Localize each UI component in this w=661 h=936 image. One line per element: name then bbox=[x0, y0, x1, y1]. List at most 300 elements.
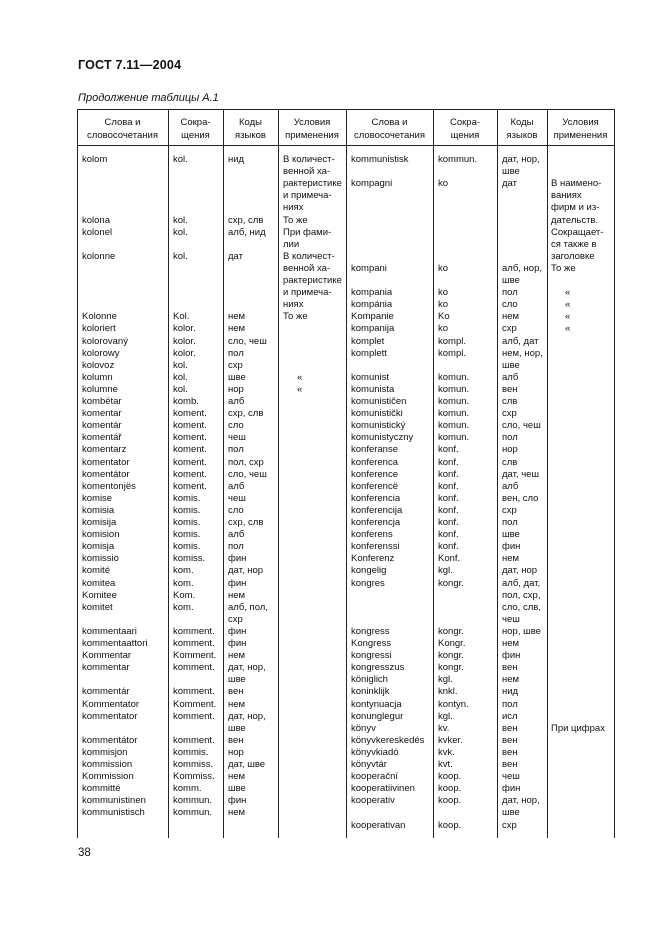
condition-cell: При фами- bbox=[283, 226, 332, 238]
condition-cell: « bbox=[297, 383, 303, 395]
word-cell: komise bbox=[82, 492, 113, 504]
abbr-cell: koop. bbox=[438, 795, 462, 807]
abbr-cell: kvk. bbox=[438, 746, 455, 758]
condition-cell: заголовке bbox=[551, 250, 595, 262]
abbr-cell: kgl. bbox=[438, 674, 453, 686]
abbr-cell: komis. bbox=[173, 541, 201, 553]
word-cell: kongres bbox=[351, 577, 385, 589]
condition-cell: ниях bbox=[283, 299, 304, 311]
lang-code-cell: шве bbox=[502, 166, 520, 178]
condition-cell: Сокращает- bbox=[551, 226, 604, 238]
header-bottom-rule bbox=[77, 145, 615, 146]
abbr-cell: kol. bbox=[173, 250, 188, 262]
abbr-cell: konf. bbox=[438, 504, 459, 516]
lang-code-cell: нем bbox=[228, 771, 246, 783]
abbr-cell: komment. bbox=[173, 638, 215, 649]
word-cell: kompánia bbox=[351, 299, 393, 311]
abbr-cell: kommiss. bbox=[173, 759, 214, 770]
lang-code-cell: алб bbox=[228, 480, 245, 492]
word-cell: kongresszus bbox=[351, 662, 405, 674]
word-cell: kommentaari bbox=[82, 625, 137, 637]
table-row bbox=[77, 771, 615, 783]
condition-cell: При цифрах bbox=[551, 722, 605, 734]
word-cell: kommentaattori bbox=[82, 638, 148, 649]
table-row bbox=[77, 432, 615, 444]
lang-code-cell: алб bbox=[502, 371, 519, 383]
word-cell: Konferenz bbox=[351, 553, 395, 565]
word-cell: komentonjës bbox=[82, 480, 136, 492]
abbr-cell: kolor. bbox=[173, 347, 196, 359]
table-row bbox=[77, 311, 615, 323]
table-row bbox=[77, 457, 615, 469]
word-cell: konference bbox=[351, 468, 399, 480]
lang-code-cell: нем bbox=[228, 807, 246, 819]
abbr-cell: kvker. bbox=[438, 734, 463, 746]
condition-cell: В количест- bbox=[283, 250, 335, 262]
table-row bbox=[77, 348, 615, 360]
lang-code-cell: вен bbox=[502, 383, 518, 395]
abbr-cell: kompl. bbox=[438, 335, 466, 347]
abbr-cell: komun. bbox=[438, 432, 470, 444]
lang-code-cell: фин bbox=[228, 795, 247, 807]
abbr-cell: konf. bbox=[438, 444, 459, 456]
lang-code-cell: схр bbox=[502, 504, 517, 516]
abbr-cell: koment. bbox=[173, 408, 207, 420]
word-cell: kontynuacja bbox=[351, 698, 402, 710]
lang-code-cell: вен, сло bbox=[502, 492, 539, 504]
lang-code-cell: нем bbox=[228, 698, 246, 710]
lang-code-cell: чеш bbox=[502, 771, 520, 783]
header-abbr: Сокра- щения bbox=[449, 117, 481, 141]
abbr-cell: kom. bbox=[173, 577, 194, 589]
table-row bbox=[77, 699, 615, 711]
condition-cell: То же bbox=[283, 311, 308, 323]
word-cell: komentator bbox=[82, 456, 130, 468]
lang-code-cell: алб bbox=[228, 396, 245, 407]
word-cell: kooperatiivinen bbox=[351, 783, 415, 795]
word-cell: kooperativ bbox=[351, 795, 395, 807]
table-row bbox=[77, 469, 615, 481]
abbr-cell: kommun. bbox=[173, 807, 213, 819]
table-row bbox=[77, 287, 615, 299]
abbr-cell: kontyn. bbox=[438, 698, 469, 710]
table-row bbox=[77, 820, 615, 832]
condition-cell: В наимено- bbox=[551, 178, 602, 190]
lang-code-cell: нид bbox=[502, 686, 519, 698]
word-cell: komentár bbox=[82, 420, 122, 432]
abbr-cell: konf. bbox=[438, 468, 459, 480]
lang-code-cell: алб, нид bbox=[228, 226, 266, 238]
table-row bbox=[77, 396, 615, 408]
word-cell: komentar bbox=[82, 408, 122, 420]
word-cell: kompania bbox=[351, 287, 393, 299]
table-row bbox=[77, 795, 615, 807]
word-cell: kolovoz bbox=[82, 359, 115, 371]
table-row bbox=[77, 517, 615, 529]
condition-cell: ся также в bbox=[551, 238, 597, 250]
abbr-cell: konf. bbox=[438, 492, 459, 504]
table-row bbox=[77, 215, 615, 227]
word-cell: kombëtar bbox=[82, 396, 122, 407]
lang-code-cell: схр bbox=[502, 819, 517, 831]
abbr-cell: Kommiss. bbox=[173, 771, 215, 783]
word-cell: kolonne bbox=[82, 250, 116, 262]
abbr-cell: kol. bbox=[173, 154, 188, 165]
abbr-cell: komun. bbox=[438, 396, 470, 407]
abbr-cell: kommun. bbox=[173, 795, 213, 807]
condition-cell: « bbox=[565, 323, 571, 335]
word-cell: konferenca bbox=[351, 456, 399, 468]
table-row bbox=[77, 638, 615, 650]
word-cell: kolona bbox=[82, 214, 110, 226]
abbr-cell: komun. bbox=[438, 383, 470, 395]
abbr-cell: komment. bbox=[173, 625, 215, 637]
word-cell: kompanija bbox=[351, 323, 395, 335]
lang-code-cell: слв bbox=[502, 396, 518, 407]
condition-cell: фирм и из- bbox=[551, 202, 600, 214]
abbr-cell: komiss. bbox=[173, 553, 206, 565]
word-cell: kooperační bbox=[351, 771, 399, 783]
lang-code-cell: сло, чеш bbox=[228, 335, 267, 347]
lang-code-cell: пол bbox=[228, 347, 244, 359]
word-cell: könyvtár bbox=[351, 759, 387, 770]
word-cell: komunističen bbox=[351, 396, 407, 407]
word-cell: komplett bbox=[351, 347, 387, 359]
abbr-cell: komun. bbox=[438, 420, 470, 432]
lang-code-cell: нем, нор, bbox=[502, 347, 543, 359]
lang-code-cell: дат, нор bbox=[228, 565, 264, 577]
word-cell: konferencija bbox=[351, 504, 403, 516]
header-lang-codes: Коды языков bbox=[235, 117, 266, 141]
lang-code-cell: шве bbox=[502, 807, 520, 819]
lang-code-cell: слв bbox=[502, 456, 518, 468]
abbr-cell: koment. bbox=[173, 480, 207, 492]
abbr-cell: kongr. bbox=[438, 650, 464, 662]
condition-cell: рактеристике bbox=[283, 178, 342, 190]
table-row bbox=[77, 336, 615, 348]
lang-code-cell: шве bbox=[228, 783, 246, 795]
abbr-cell: Komment. bbox=[173, 650, 217, 662]
abbr-cell: konf. bbox=[438, 456, 459, 468]
table-row bbox=[77, 807, 615, 819]
table-row bbox=[77, 602, 615, 614]
lang-code-cell: чеш bbox=[228, 492, 246, 504]
lang-code-cell: вен bbox=[502, 662, 518, 674]
condition-cell: « bbox=[565, 311, 571, 323]
lang-code-cell: схр bbox=[228, 613, 243, 625]
word-cell: kooperativan bbox=[351, 819, 406, 831]
table-row bbox=[77, 723, 615, 735]
lang-code-cell: шве bbox=[502, 359, 520, 371]
word-cell: konferanse bbox=[351, 444, 399, 456]
lang-code-cell: схр bbox=[502, 408, 517, 420]
lang-code-cell: дат, нор, bbox=[502, 795, 540, 807]
table-row bbox=[77, 626, 615, 638]
abbr-cell: kvt. bbox=[438, 759, 453, 770]
lang-code-cell: фин bbox=[228, 553, 247, 565]
word-cell: konferencja bbox=[351, 517, 401, 528]
word-cell: kommitté bbox=[82, 783, 121, 795]
condition-cell: « bbox=[565, 287, 571, 299]
lang-code-cell: шве bbox=[228, 722, 246, 734]
abbr-cell: koment. bbox=[173, 432, 207, 444]
lang-code-cell: алб, дат bbox=[502, 335, 539, 347]
lang-code-cell: сло bbox=[502, 299, 518, 311]
table-row bbox=[77, 202, 615, 214]
word-cell: komisja bbox=[82, 541, 115, 553]
word-cell: kolonel bbox=[82, 226, 113, 238]
lang-code-cell: нор bbox=[228, 746, 244, 758]
abbr-cell: koop. bbox=[438, 783, 462, 795]
lang-code-cell: чеш bbox=[228, 432, 246, 444]
lang-code-cell: шве bbox=[502, 275, 520, 286]
abbr-cell: komment. bbox=[173, 662, 215, 674]
abbr-cell: komis. bbox=[173, 529, 201, 541]
abbr-cell: ko bbox=[438, 323, 449, 335]
table-row bbox=[77, 227, 615, 239]
abbr-cell: kol. bbox=[173, 383, 188, 395]
abbr-cell: Ko bbox=[438, 311, 450, 323]
lang-code-cell: дат, нор, bbox=[502, 154, 540, 165]
word-cell: könyvkiadó bbox=[351, 746, 399, 758]
abbr-cell: koment. bbox=[173, 456, 207, 468]
header-lang-codes: Коды языков bbox=[506, 117, 538, 141]
table-row bbox=[77, 674, 615, 686]
word-cell: kolorovaný bbox=[82, 335, 128, 347]
lang-code-cell: нем bbox=[228, 589, 246, 601]
lang-code-cell: вен bbox=[228, 734, 244, 746]
word-cell: komisia bbox=[82, 504, 115, 516]
table-row bbox=[77, 529, 615, 541]
lang-code-cell: исл bbox=[502, 710, 518, 722]
word-cell: konferencë bbox=[351, 480, 399, 492]
lang-code-cell: сло, чеш bbox=[228, 468, 267, 480]
lang-code-cell: схр, слв bbox=[228, 214, 264, 226]
word-cell: kolumn bbox=[82, 371, 113, 383]
header-conditions: Условия применения bbox=[285, 117, 339, 141]
word-cell: komissio bbox=[82, 553, 119, 565]
abbr-cell: koop. bbox=[438, 819, 462, 831]
lang-code-cell: пол bbox=[502, 287, 518, 299]
abbr-cell: komun. bbox=[438, 371, 470, 383]
abbr-cell: kommun. bbox=[438, 154, 478, 165]
lang-code-cell: пол bbox=[502, 432, 518, 444]
table-row bbox=[77, 759, 615, 771]
lang-code-cell: шве bbox=[502, 529, 520, 541]
lang-code-cell: вен bbox=[502, 722, 518, 734]
lang-code-cell: нем bbox=[502, 674, 520, 686]
table-top-rule bbox=[77, 109, 615, 110]
abbr-cell: ko bbox=[438, 287, 449, 299]
table-row bbox=[77, 190, 615, 202]
lang-code-cell: пол bbox=[228, 444, 244, 456]
lang-code-cell: сло, слв, bbox=[502, 601, 541, 613]
word-cell: komunistički bbox=[351, 408, 403, 420]
table-row bbox=[77, 420, 615, 432]
abbr-cell: komment. bbox=[173, 710, 215, 722]
word-cell: könyvkereskedés bbox=[351, 734, 425, 746]
lang-code-cell: пол bbox=[502, 698, 518, 710]
table-row bbox=[77, 154, 615, 166]
table-row bbox=[77, 360, 615, 372]
table-row bbox=[77, 553, 615, 565]
lang-code-cell: дат, нор, bbox=[228, 710, 266, 722]
word-cell: komunist bbox=[351, 371, 390, 383]
abbr-cell: koment. bbox=[173, 468, 207, 480]
table-row bbox=[77, 166, 615, 178]
lang-code-cell: фин bbox=[228, 625, 247, 637]
word-cell: Komitee bbox=[82, 589, 117, 601]
abbr-cell: kom. bbox=[173, 601, 194, 613]
abbr-cell: ko bbox=[438, 178, 449, 190]
table-row bbox=[77, 408, 615, 420]
word-cell: komité bbox=[82, 565, 110, 577]
lang-code-cell: нор bbox=[502, 444, 518, 456]
abbr-cell: knkl. bbox=[438, 686, 458, 698]
abbr-cell: kompl. bbox=[438, 347, 466, 359]
table-row bbox=[77, 747, 615, 759]
lang-code-cell: сло, чеш bbox=[502, 420, 541, 432]
table-row bbox=[77, 711, 615, 723]
lang-code-cell: фин bbox=[502, 783, 521, 795]
word-cell: konferenssi bbox=[351, 541, 400, 553]
lang-code-cell: дат, нор bbox=[502, 565, 538, 577]
lang-code-cell: дат bbox=[502, 178, 517, 190]
abbr-cell: kgl. bbox=[438, 710, 453, 722]
abbr-cell: kom. bbox=[173, 565, 194, 577]
lang-code-cell: фин bbox=[502, 650, 521, 662]
word-cell: kommentátor bbox=[82, 734, 138, 746]
lang-code-cell: нем bbox=[502, 553, 520, 565]
abbr-cell: kongr. bbox=[438, 577, 464, 589]
table-row bbox=[77, 299, 615, 311]
word-cell: kompani bbox=[351, 262, 387, 274]
word-cell: kongelig bbox=[351, 565, 387, 577]
condition-cell: и примеча- bbox=[283, 190, 332, 202]
table-row bbox=[77, 323, 615, 335]
word-cell: komitet bbox=[82, 601, 113, 613]
word-cell: kommunistisch bbox=[82, 807, 145, 819]
table-row bbox=[77, 444, 615, 456]
lang-code-cell: сло bbox=[228, 504, 244, 516]
lang-code-cell: нор, шве bbox=[502, 625, 541, 637]
table-row bbox=[77, 505, 615, 517]
lang-code-cell: нем bbox=[502, 638, 520, 649]
word-cell: kongressi bbox=[351, 650, 392, 662]
abbr-cell: konf. bbox=[438, 541, 459, 553]
abbr-cell: ko bbox=[438, 299, 449, 311]
abbr-cell: kgl. bbox=[438, 565, 453, 577]
word-cell: kommunistisk bbox=[351, 154, 409, 165]
word-cell: komunista bbox=[351, 383, 395, 395]
lang-code-cell: фин bbox=[228, 577, 247, 589]
abbr-cell: kol. bbox=[173, 226, 188, 238]
abbr-cell: kolor. bbox=[173, 335, 196, 347]
table-row bbox=[77, 481, 615, 493]
abbr-cell: kol. bbox=[173, 371, 188, 383]
lang-code-cell: дат bbox=[228, 250, 243, 262]
word-cell: kolorowy bbox=[82, 347, 120, 359]
abbr-cell: kol. bbox=[173, 359, 188, 371]
abbr-cell: kongr. bbox=[438, 662, 464, 674]
lang-code-cell: пол, схр bbox=[228, 456, 264, 468]
word-cell: komentarz bbox=[82, 444, 127, 456]
abbr-cell: koop. bbox=[438, 771, 462, 783]
word-cell: Kompanie bbox=[351, 311, 394, 323]
lang-code-cell: нид bbox=[228, 154, 245, 165]
table-row bbox=[77, 565, 615, 577]
lang-code-cell: дат, нор, bbox=[228, 662, 266, 674]
word-cell: königlich bbox=[351, 674, 388, 686]
lang-code-cell: алб, нор, bbox=[502, 262, 542, 274]
condition-cell: рактеристике bbox=[283, 275, 342, 286]
abbr-cell: komment. bbox=[173, 734, 215, 746]
word-cell: kolumne bbox=[82, 383, 118, 395]
condition-cell: ниях bbox=[283, 202, 304, 214]
abbr-cell: kommis. bbox=[173, 746, 209, 758]
lang-code-cell: схр bbox=[228, 359, 243, 371]
lang-code-cell: дат, шве bbox=[228, 759, 266, 770]
table-row bbox=[77, 614, 615, 626]
table-row bbox=[77, 251, 615, 263]
condition-cell: венной ха- bbox=[283, 262, 331, 274]
header-words: Слова и словосочетания bbox=[87, 117, 158, 141]
abbr-cell: komis. bbox=[173, 492, 201, 504]
lang-code-cell: чеш bbox=[502, 613, 520, 625]
abbr-cell: kongr. bbox=[438, 625, 464, 637]
condition-cell: дательств. bbox=[551, 214, 599, 226]
word-cell: kongress bbox=[351, 625, 390, 637]
lang-code-cell: алб, пол, bbox=[228, 601, 268, 613]
abbr-cell: komis. bbox=[173, 504, 201, 516]
lang-code-cell: вен bbox=[502, 734, 518, 746]
lang-code-cell: фин bbox=[502, 541, 521, 553]
condition-cell: и примеча- bbox=[283, 287, 332, 299]
word-cell: kolom bbox=[82, 154, 108, 165]
page-number: 38 bbox=[78, 847, 91, 859]
abbr-cell: komm. bbox=[173, 783, 202, 795]
condition-cell: То же bbox=[283, 214, 308, 226]
table-row bbox=[77, 686, 615, 698]
condition-cell: « bbox=[565, 299, 571, 311]
table-row bbox=[77, 239, 615, 251]
condition-cell: венной ха- bbox=[283, 166, 331, 178]
word-cell: kommentator bbox=[82, 710, 138, 722]
word-cell: Kongress bbox=[351, 638, 392, 649]
table-row bbox=[77, 178, 615, 190]
abbr-cell: konf. bbox=[438, 480, 459, 492]
lang-code-cell: сло bbox=[228, 420, 244, 432]
lang-code-cell: нем bbox=[228, 650, 246, 662]
abbr-cell: Kongr. bbox=[438, 638, 466, 649]
word-cell: komunistický bbox=[351, 420, 406, 432]
table-row bbox=[77, 541, 615, 553]
abbr-cell: kv. bbox=[438, 722, 450, 734]
word-cell: koninklijk bbox=[351, 686, 390, 698]
word-cell: Kommission bbox=[82, 771, 134, 783]
word-cell: komplet bbox=[351, 335, 385, 347]
lang-code-cell: пол bbox=[228, 541, 244, 553]
word-cell: komision bbox=[82, 529, 120, 541]
word-cell: komitea bbox=[82, 577, 116, 589]
abbr-cell: koment. bbox=[173, 420, 207, 432]
condition-cell: ваниях bbox=[551, 190, 582, 202]
header-conditions: Условия применения bbox=[553, 117, 608, 141]
abbr-cell: komis. bbox=[173, 517, 201, 528]
abbr-cell: Komment. bbox=[173, 698, 217, 710]
abbr-cell: koment. bbox=[173, 444, 207, 456]
lang-code-cell: схр, слв bbox=[228, 408, 264, 420]
